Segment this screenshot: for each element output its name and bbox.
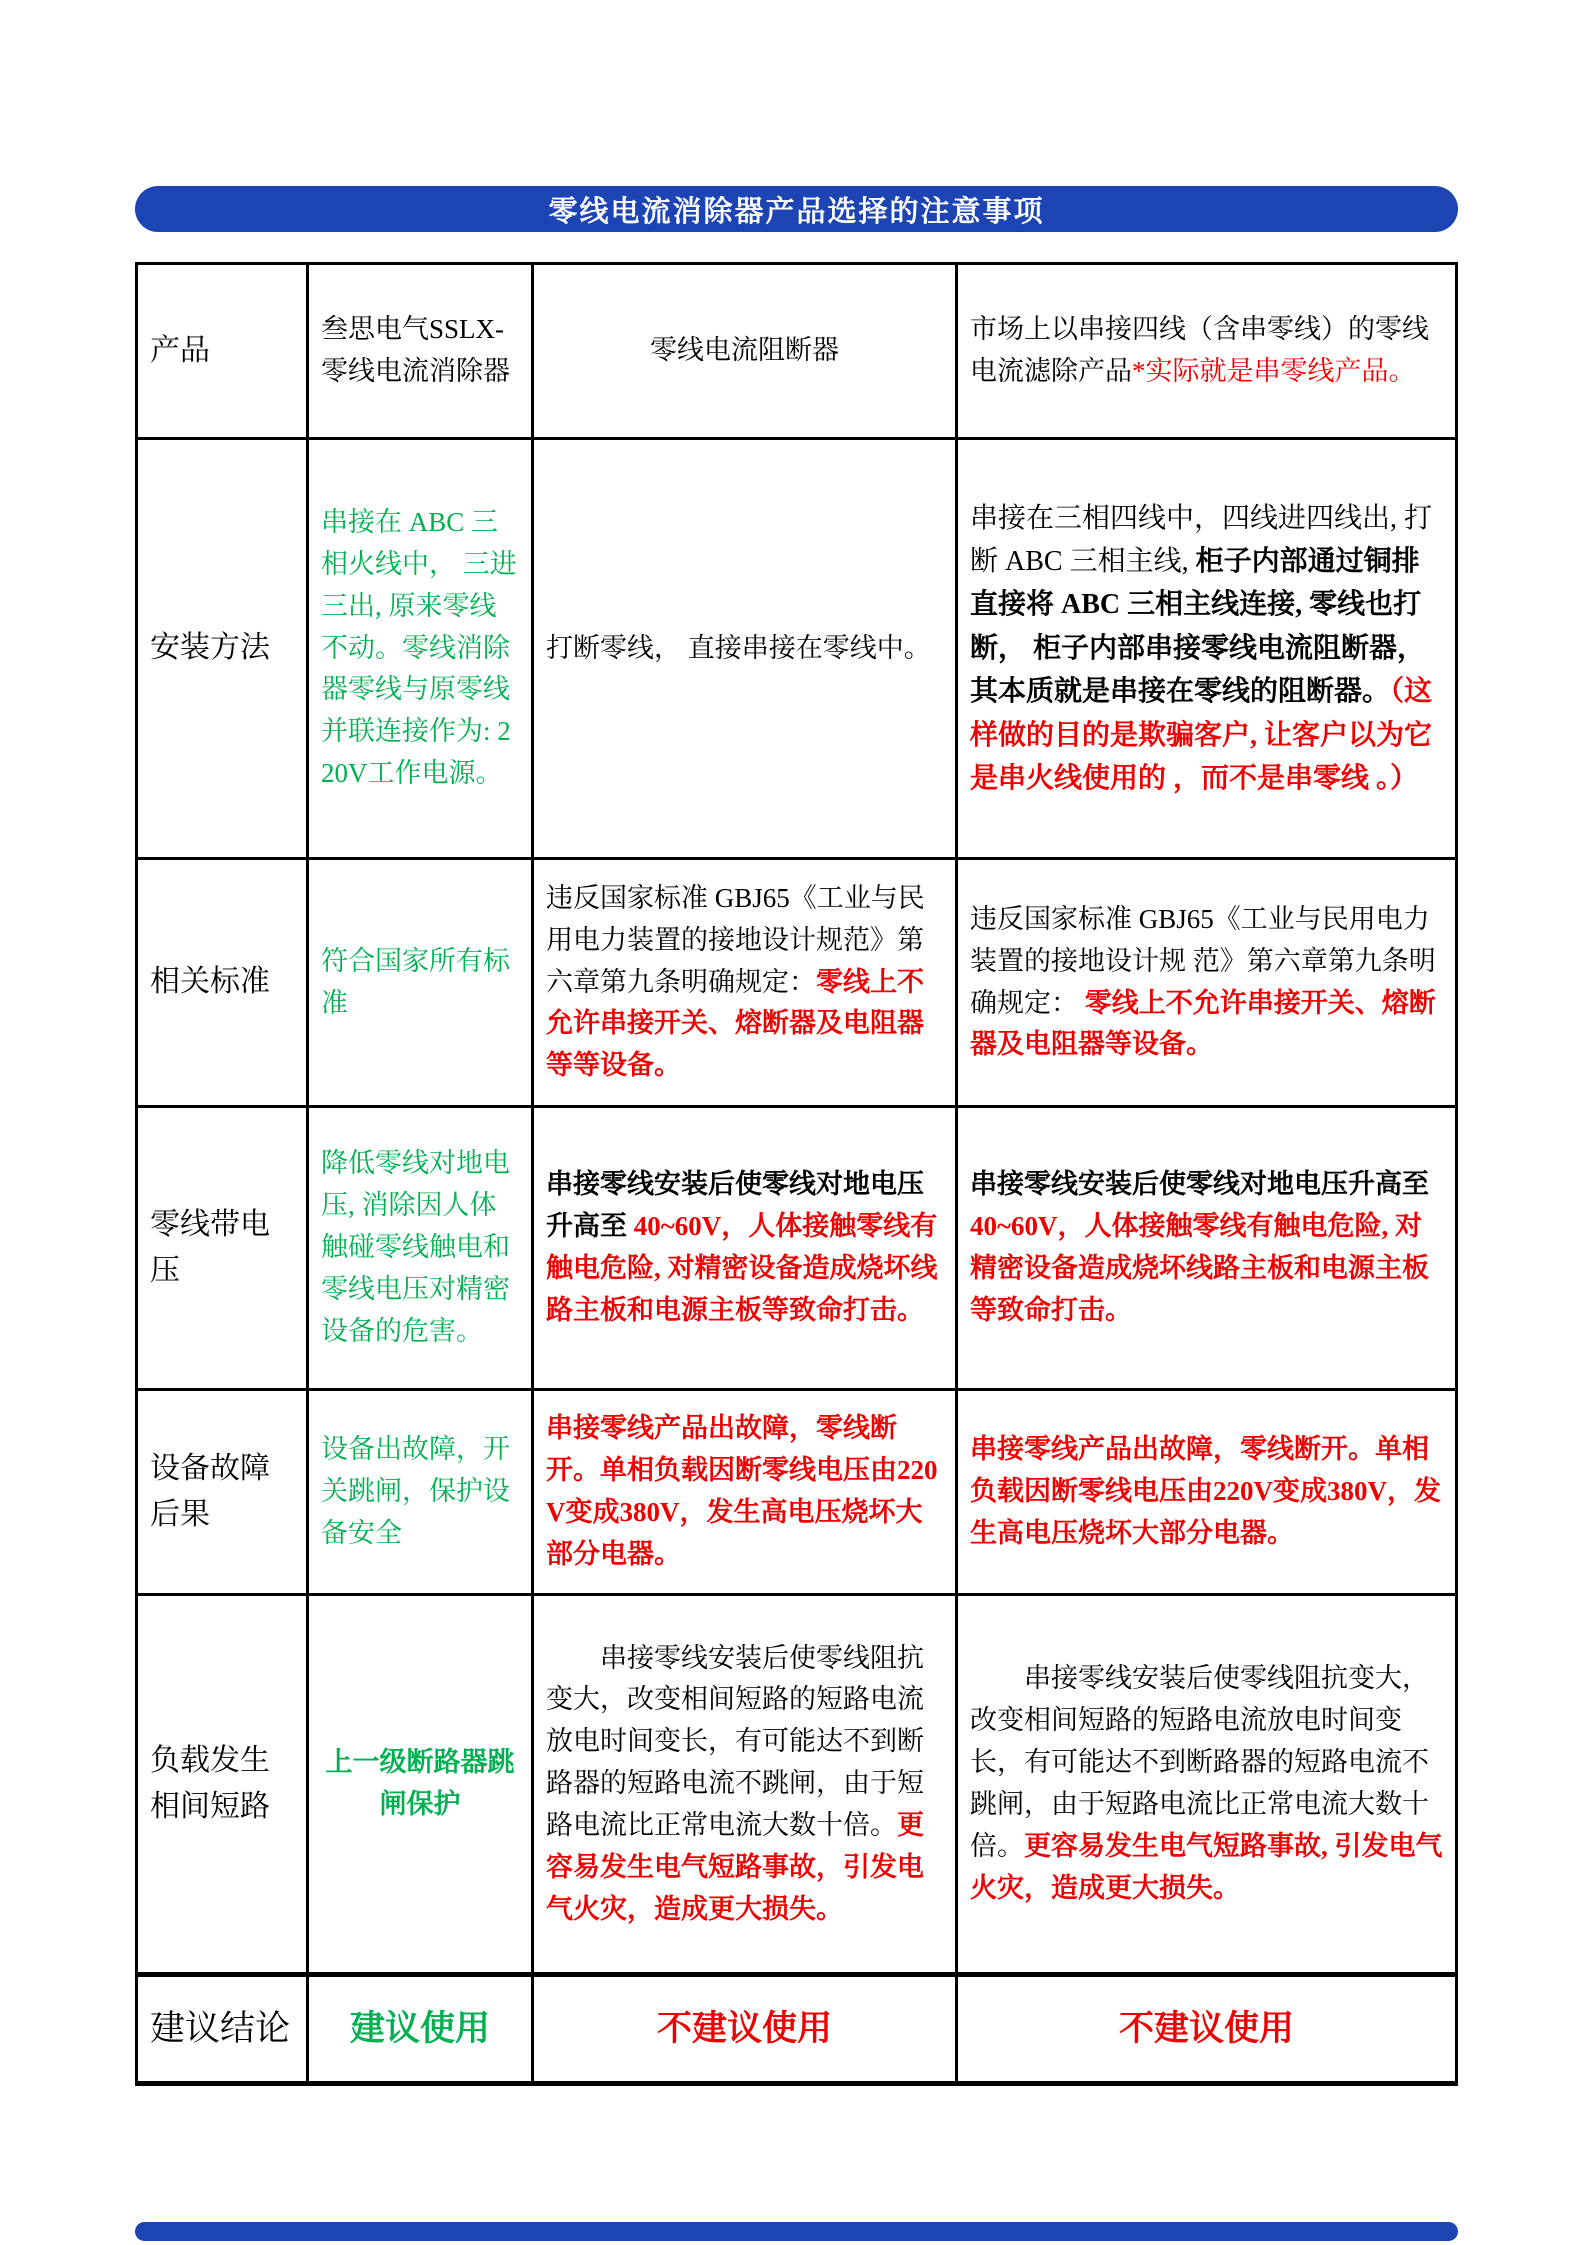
cell-text [546, 878, 943, 1087]
text-segment: 40~60V，人体接触零线有触电危险, 对精密设备造成烧坏线路主板和电源主板等致命打击。 [970, 1211, 1429, 1325]
table-cell [533, 859, 957, 1107]
table-cell [533, 1107, 957, 1390]
text-segment: 串接零线安装后使零线对地电压升高至 [970, 1169, 1429, 1200]
text-segment: 符合国家所有标准 [321, 945, 510, 1018]
table-cell [957, 1975, 1457, 2084]
cell-text [970, 1429, 1443, 1555]
text-segment: 柜子内部通过铜排直接将 ABC 三相主线连接, 零线也打断， 柜子内部串接零线电流阻断器，其本质就是串接在零线的阻断器。 [970, 546, 1426, 708]
text-segment: 设备出故障，开关跳闸，保护设备安全 [321, 1434, 510, 1548]
text-segment: 叁思电气SSLX-零线电流消除器 [321, 314, 510, 386]
text-segment: 40~60V，人体接触零线有触电危险, 对精密设备造成烧坏线路主板和电源主板等致命打击。 [546, 1211, 938, 1325]
cell-text [321, 2002, 519, 2056]
table-cell [957, 264, 1457, 439]
table-row [137, 439, 1457, 859]
table-cell [308, 1107, 533, 1390]
cell-text [970, 1164, 1443, 1331]
table-cell [308, 1975, 533, 2084]
cell-text [546, 628, 943, 670]
text-segment: 串接在 ABC 三相火线中， 三进三出, 原来零线不动。零线消除器零线与原零线并联连接作为: 220V工作电源。 [321, 507, 517, 789]
table-cell [308, 1390, 533, 1595]
table-cell [957, 859, 1457, 1107]
table-cell [308, 859, 533, 1107]
text-segment: 串接零线安装后使零线阻抗变大，改变相间短路的短路电流放电时间变长，有可能达不到断路器的短路电流不跳闸，由于短路电流比正常电流大数十倍。 [970, 1663, 1429, 1861]
cell-text [321, 941, 519, 1025]
text-segment: （这样做的目的是欺骗客户, 让客户以为它是串火线使用的 ，而不是串零线 。） [970, 676, 1433, 794]
cell-text [546, 1164, 943, 1331]
cell-text [970, 309, 1443, 393]
table-cell [308, 1595, 533, 1975]
table-cell [533, 264, 957, 439]
cell-text [970, 899, 1443, 1066]
row-label: 负载发生相间短路 [137, 1595, 308, 1975]
text-segment: 串接零线安装后使零线对地电压升高至 [546, 1169, 924, 1242]
text-segment: 串接零线产品出故障，零线断开。单相负载因断零线电压由220V变成380V，发生高电压烧坏大部分电器。 [970, 1434, 1441, 1548]
footer-bar [135, 2222, 1458, 2241]
text-segment: 更容易发生电气短路事故, 引发电气火灾，造成更大损失。 [970, 1830, 1443, 1903]
cell-text [546, 1408, 943, 1575]
table-cell [533, 1975, 957, 2084]
text-segment: 串接在三相四线中，四线进四线出, 打断 ABC 三相主线, [970, 502, 1433, 578]
row-label: 安装方法 [137, 439, 308, 859]
cell-text [321, 502, 519, 795]
table-row [137, 859, 1457, 1107]
text-segment: 不建议使用 [1118, 2008, 1294, 2048]
comparison-table [135, 262, 1458, 2086]
text-segment: 零线上不允许串接开关、熔断器及电阻器等等设备。 [546, 966, 924, 1081]
table-row [137, 1595, 1457, 1975]
text-segment: 违反国家标准 GBJ65《工业与民用电力装置的接地设计规范》第六章第九条明确规定： [546, 882, 925, 997]
table-row [137, 1107, 1457, 1390]
table-cell [957, 439, 1457, 859]
row-label: 建议结论 [137, 1975, 308, 2084]
row-label: 设备故障后果 [137, 1390, 308, 1595]
page-title: 零线电流消除器产品选择的注意事项 [548, 195, 1045, 228]
text-segment: 打断零线， 直接串接在零线中。 [546, 632, 931, 663]
table-cell [533, 1595, 957, 1975]
cell-text [970, 497, 1443, 801]
text-segment: *实际就是串零线产品。 [1132, 356, 1416, 386]
cell-text [321, 309, 519, 393]
table-row [137, 264, 1457, 439]
cell-text [546, 330, 943, 372]
cell-text [546, 1638, 943, 1931]
cell-text [970, 2002, 1443, 2056]
text-segment: 零线电流阻断器 [650, 335, 839, 366]
table-cell [957, 1595, 1457, 1975]
row-label: 产品 [137, 264, 308, 439]
table-cell [533, 1390, 957, 1595]
cell-text [321, 1742, 519, 1826]
table-cell [308, 264, 533, 439]
cell-text [321, 1143, 519, 1352]
table-cell [533, 439, 957, 859]
text-segment: 建议使用 [349, 2008, 490, 2048]
table-cell [957, 1107, 1457, 1390]
text-segment: 市场上以串接四线（含串零线）的零线电流滤除产品 [970, 314, 1429, 386]
text-segment: 违反国家标准 GBJ65《工业与民用电力装置的接地设计规 范》第六章第九条明确规定： [970, 903, 1436, 1018]
table-row [137, 1975, 1457, 2084]
text-segment: 串接零线产品出故障，零线断开。单相负载因断零线电压由220V变成380V，发生高电压烧坏大部分电器。 [546, 1413, 938, 1569]
table-cell [308, 439, 533, 859]
text-segment: 不建议使用 [656, 2008, 832, 2048]
table-cell [957, 1390, 1457, 1595]
cell-text [970, 1658, 1443, 1909]
title-bar [135, 186, 1458, 232]
text-segment: 降低零线对地电压, 消除因人体触碰零线触电和零线电压对精密设备的危害。 [321, 1148, 510, 1346]
table-row [137, 1390, 1457, 1595]
text-segment: 更容易发生电气短路事故，引发电气火灾，造成更大损失。 [546, 1809, 924, 1924]
text-segment: 零线上不允许串接开关、熔断器及电阻器等设备。 [970, 987, 1436, 1060]
row-label: 相关标准 [137, 859, 308, 1107]
cell-text [321, 1429, 519, 1555]
text-segment: 串接零线安装后使零线阻抗变大，改变相间短路的短路电流放电时间变长，有可能达不到断路器的短路电流不跳闸，由于短路电流比正常电流大数十倍。 [546, 1642, 924, 1840]
text-segment: 上一级断路器跳闸保护 [325, 1747, 515, 1819]
comparison-table-body [137, 264, 1457, 2084]
cell-text [546, 2002, 943, 2056]
row-label: 零线带电压 [137, 1107, 308, 1390]
